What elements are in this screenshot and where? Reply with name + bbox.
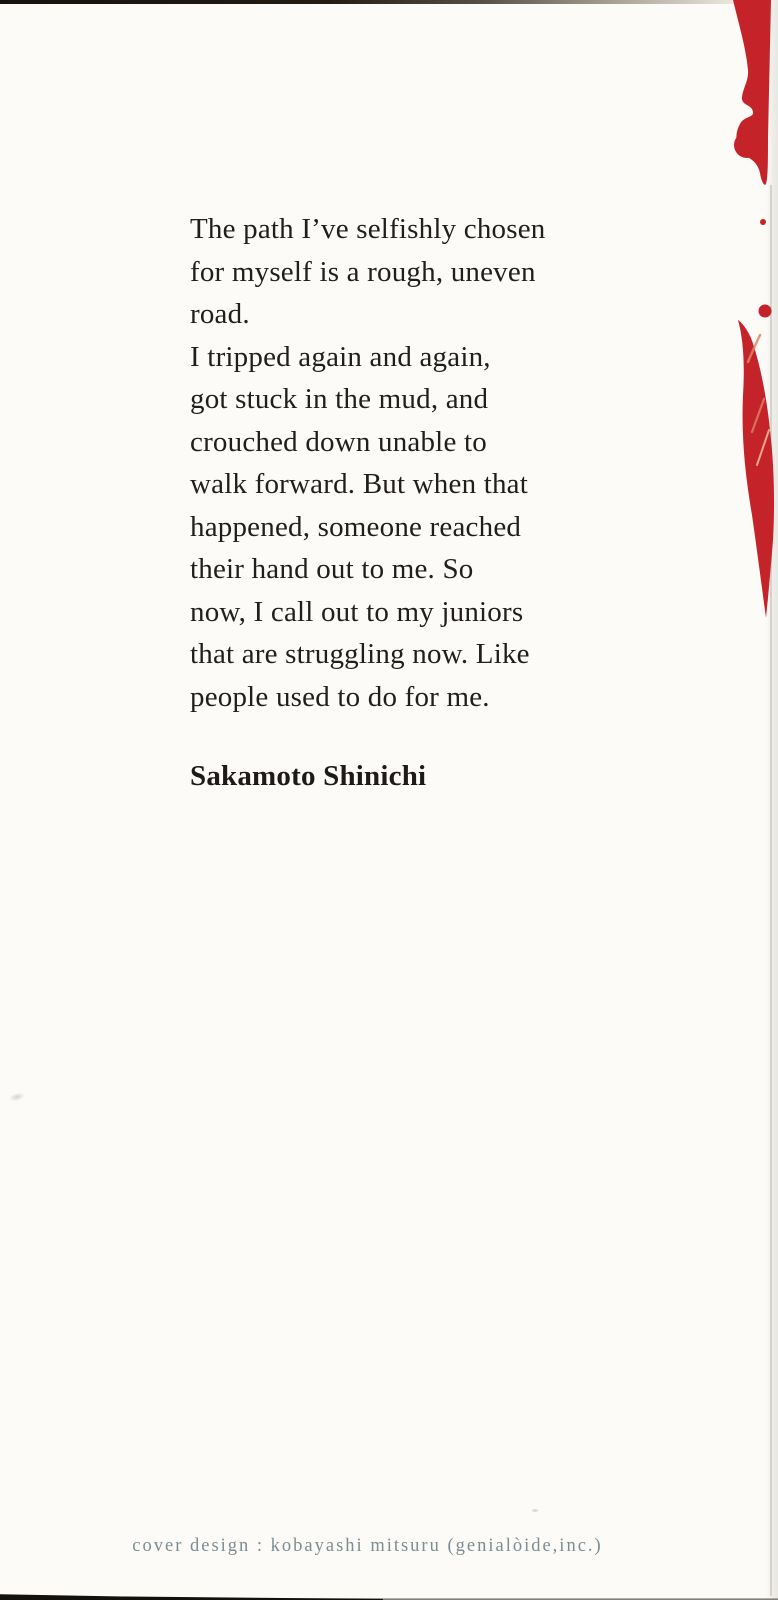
quote-line: happened, someone reached	[190, 510, 522, 543]
quote-line: I tripped again and again,	[190, 340, 491, 373]
quote-line: that are struggling now. Like	[190, 638, 530, 670]
quote-line: their hand out to me. So	[190, 553, 474, 585]
splash-wedge	[738, 320, 774, 618]
quote-line: crouched down unable to	[190, 425, 487, 458]
page-top-edge	[0, 0, 778, 4]
quote-line: people used to do for me.	[190, 680, 490, 713]
quote-line: now, I call out to my juniors	[190, 595, 524, 628]
quote-line: got stuck in the mud, and	[190, 383, 489, 415]
splash-blob-drop	[734, 132, 760, 158]
quote-line: for myself is a rough, uneven	[190, 255, 536, 288]
quote-line: road.	[190, 298, 250, 330]
scan-speck	[532, 1509, 538, 1512]
quote-block	[190, 208, 660, 718]
author-name: Sakamoto Shinichi	[190, 760, 427, 792]
red-ink-splash	[688, 0, 778, 640]
cover-design-credit: cover design : kobayashi mitsuru (genialòide,inc.)	[132, 1536, 603, 1556]
splash-top-blob	[733, 0, 771, 185]
splash-dot-small	[760, 219, 766, 225]
scan-smudge	[8, 1091, 25, 1103]
splash-dot-large	[759, 305, 772, 318]
quote-line: walk forward. But when that	[190, 468, 529, 500]
page-bottom-edge-wedge	[0, 1592, 383, 1600]
quote-line: The path I’ve selfishly chosen	[190, 213, 546, 245]
